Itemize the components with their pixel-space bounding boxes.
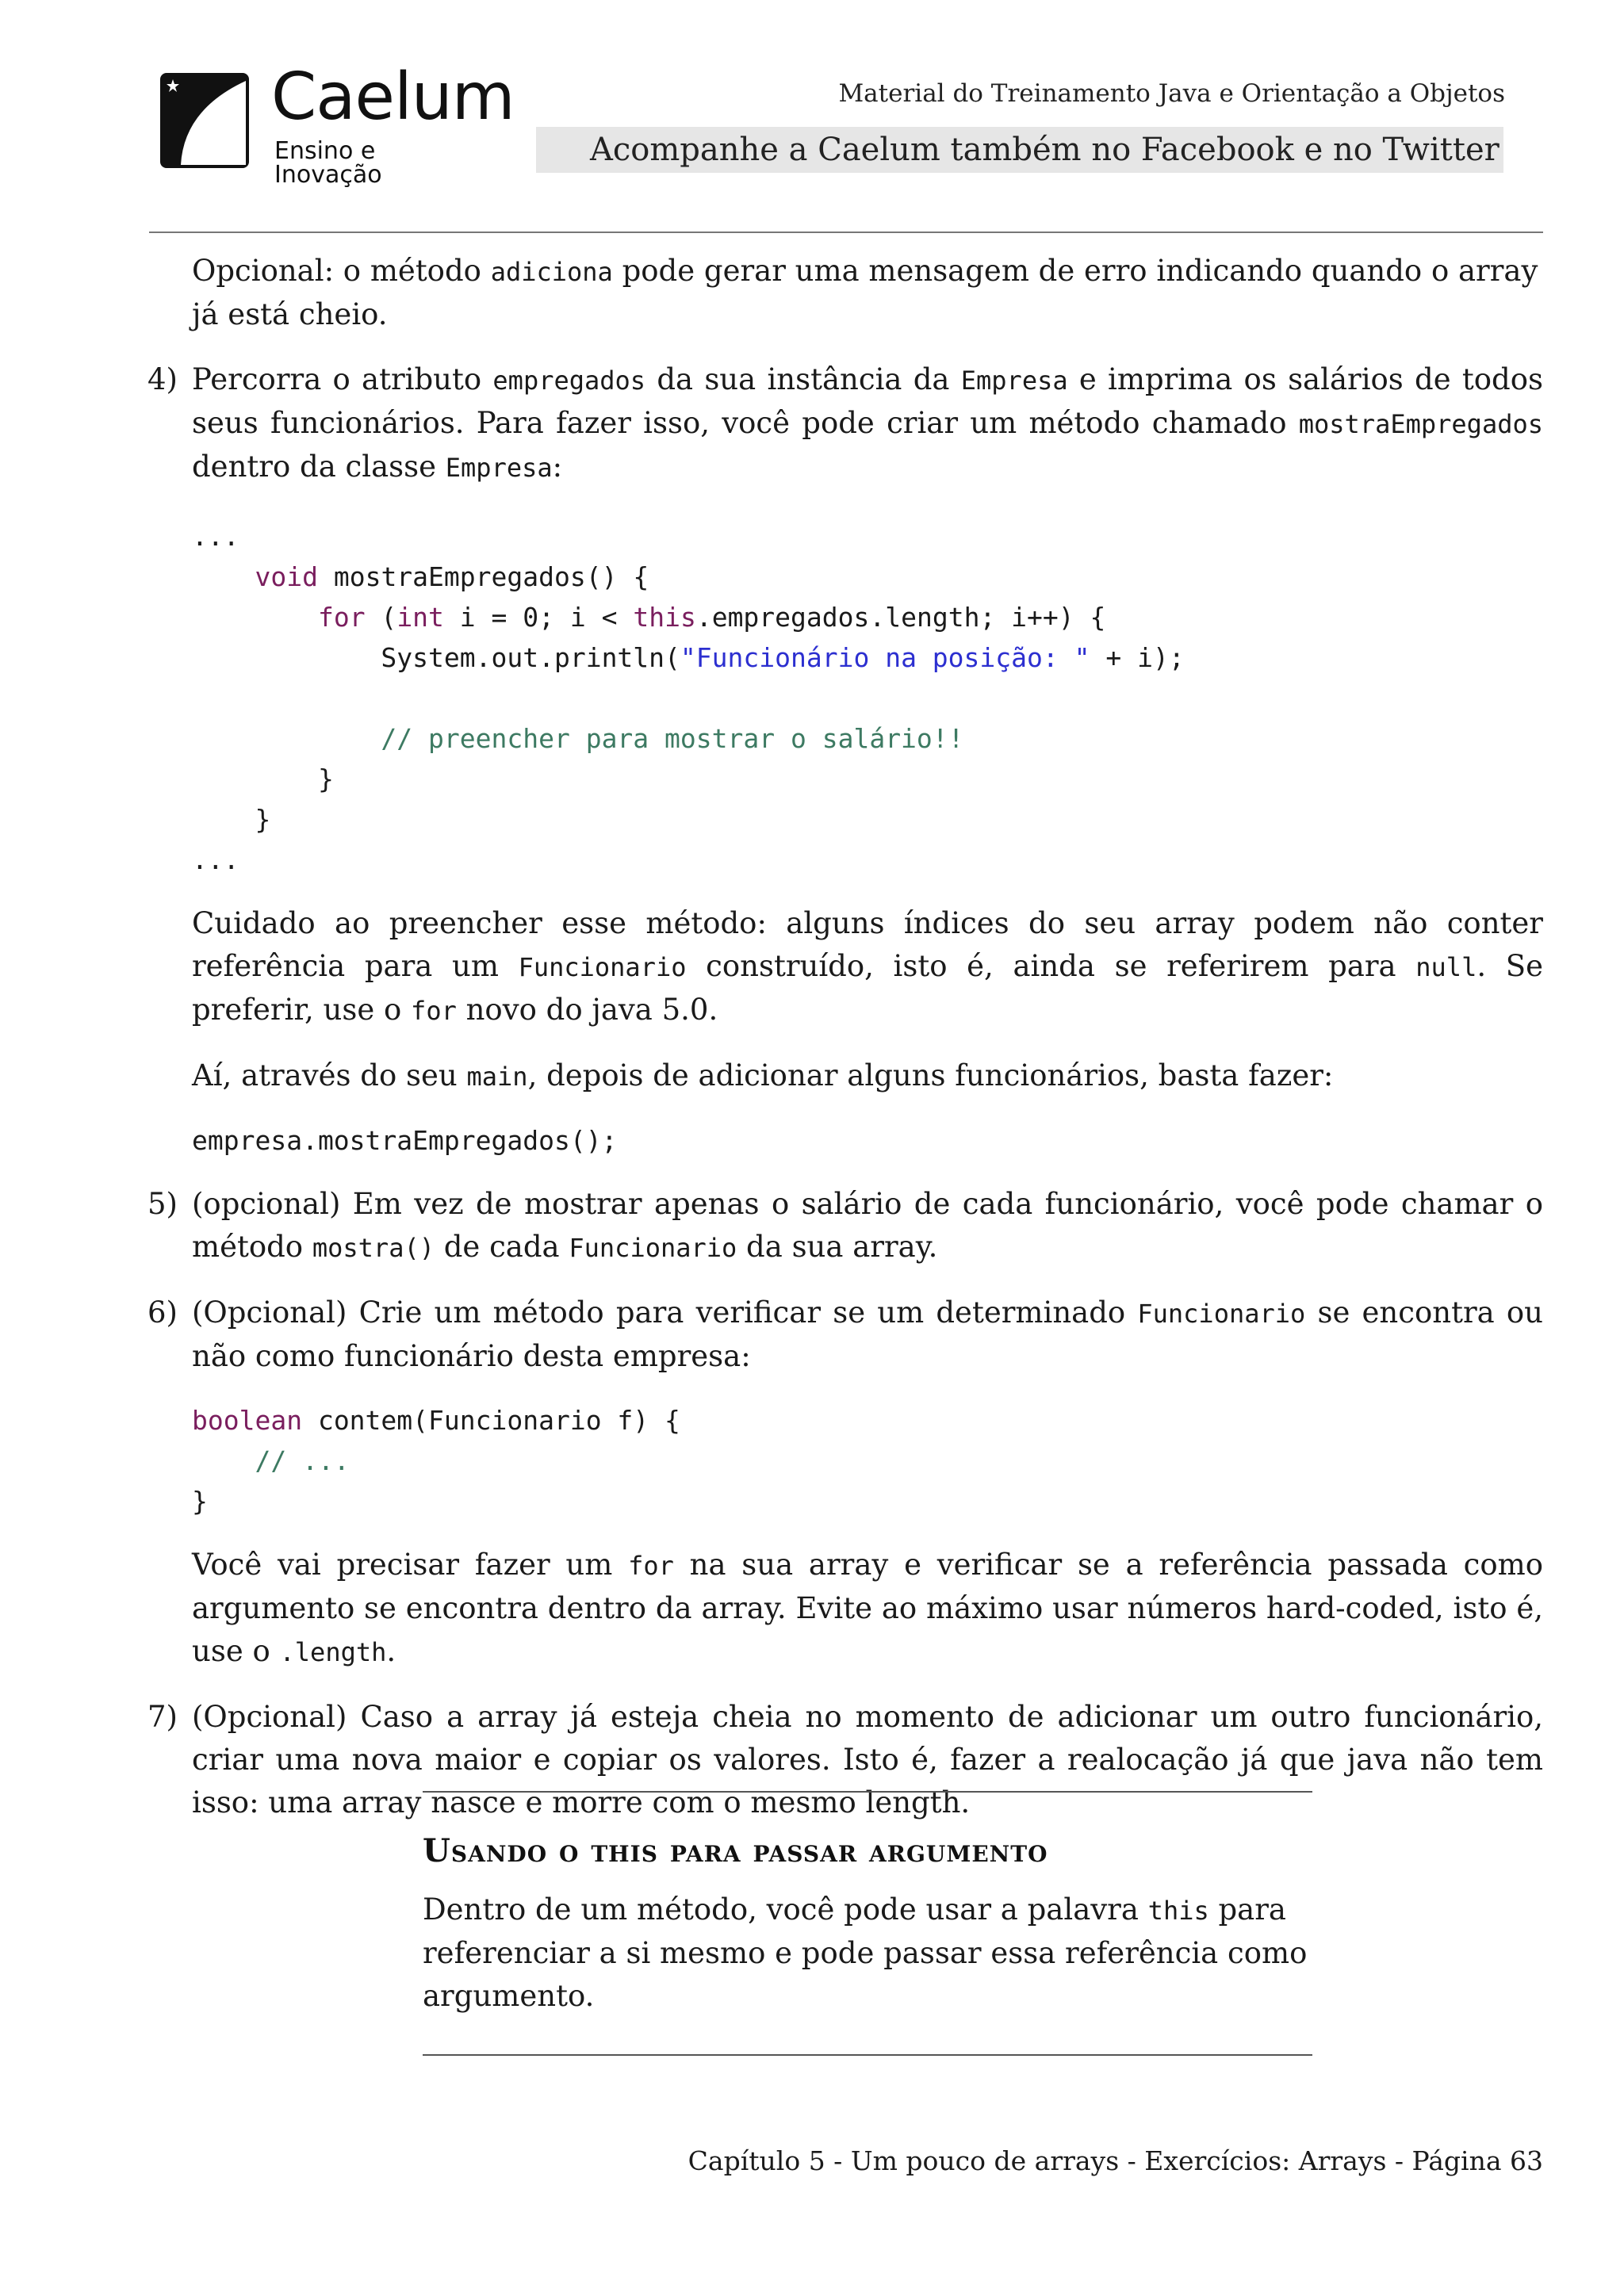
exercise-7-text: (Opcional) Caso a array já esteja cheia no momento de adicionar um outro funcionário, criar uma nova maior e copiar os valores. Isto é, fazer a realocação já que java não tem isso: uma array nasce e morre com o mesmo length. xyxy=(192,1700,1543,1820)
exercise-4-caution: Cuidado ao preencher esse método: alguns índices do seu array podem não conter referência para um Funcionario construído, isto é, ainda se referirem para null. Se preferir, use o for novo do java 5.0. xyxy=(192,906,1543,1027)
code-block-mostra-empregados: ... void mostraEmpregados() { for (int i = 0; i < this.empregados.length; i++) { System.out.println("Funcionário na posição: " + i); // preencher para mostrar o salário!! } } ... xyxy=(192,521,1185,875)
item-number: 7) xyxy=(147,1700,178,1734)
exercise-5-text: (opcional) Em vez de mostrar apenas o salário de cada funcionário, você pode chamar o método mostra() de cada Funcionario da sua array. xyxy=(192,1187,1543,1264)
caelum-logo xyxy=(157,59,515,189)
logo-name: Caelum xyxy=(271,59,515,135)
header-title: Material do Treinamento Java e Orientação a Objetos xyxy=(838,79,1505,108)
intro-paragraph: Opcional: o método adiciona pode gerar uma mensagem de erro indicando quando o array já está cheio. xyxy=(192,254,1538,331)
exercise-item-4 xyxy=(147,358,1543,1161)
item-number: 5) xyxy=(147,1187,178,1221)
logo-tagline: Ensino e Inovação xyxy=(274,137,382,189)
code-block-contem: boolean contem(Funcionario f) { // ... } xyxy=(192,1405,680,1517)
exercise-6-text: (Opcional) Crie um método para verificar se um determinado Funcionario se encontra ou não como funcionário desta empresa: xyxy=(192,1295,1543,1373)
exercise-4-main: Aí, através do seu main, depois de adicionar alguns funcionários, basta fazer: xyxy=(192,1058,1334,1093)
exercise-item-5 xyxy=(147,1183,1543,1269)
exercise-6-hint: Você vai precisar fazer um for na sua array e verificar se a referência passada como argumento se encontra dentro da array. Evite ao máximo usar números hard-coded, isto é, use o .length. xyxy=(192,1548,1543,1668)
exercise-4-text: Percorra o atributo empregados da sua instância da Empresa e imprima os salários de todos seus funcionários. Para fazer isso, você pode criar um método chamado mostraEmpregados dentro da classe Empresa: xyxy=(192,362,1543,484)
code-line-mostra: empresa.mostraEmpregados(); xyxy=(192,1125,618,1156)
exercise-item-6 xyxy=(147,1292,1543,1674)
page-content xyxy=(147,250,1543,1824)
note-box-top-rule xyxy=(423,1791,1312,1793)
social-banner: Acompanhe a Caelum também no Facebook e no Twitter xyxy=(536,127,1503,173)
item-number: 6) xyxy=(147,1295,178,1330)
logo-mark-icon xyxy=(157,70,252,171)
note-box xyxy=(423,1791,1312,2056)
note-box-text: Dentro de um método, você pode usar a palavra this para referenciar a si mesmo e pode passar essa referência como argumento. xyxy=(423,1892,1308,2013)
note-box-bottom-rule xyxy=(423,2054,1312,2056)
item-number: 4) xyxy=(147,362,178,396)
page-footer: Capítulo 5 - Um pouco de arrays - Exercícios: Arrays - Página 63 xyxy=(688,2145,1543,2176)
header-divider xyxy=(149,232,1543,233)
note-box-title: Usando o this para passar argumento xyxy=(423,1832,1048,1869)
